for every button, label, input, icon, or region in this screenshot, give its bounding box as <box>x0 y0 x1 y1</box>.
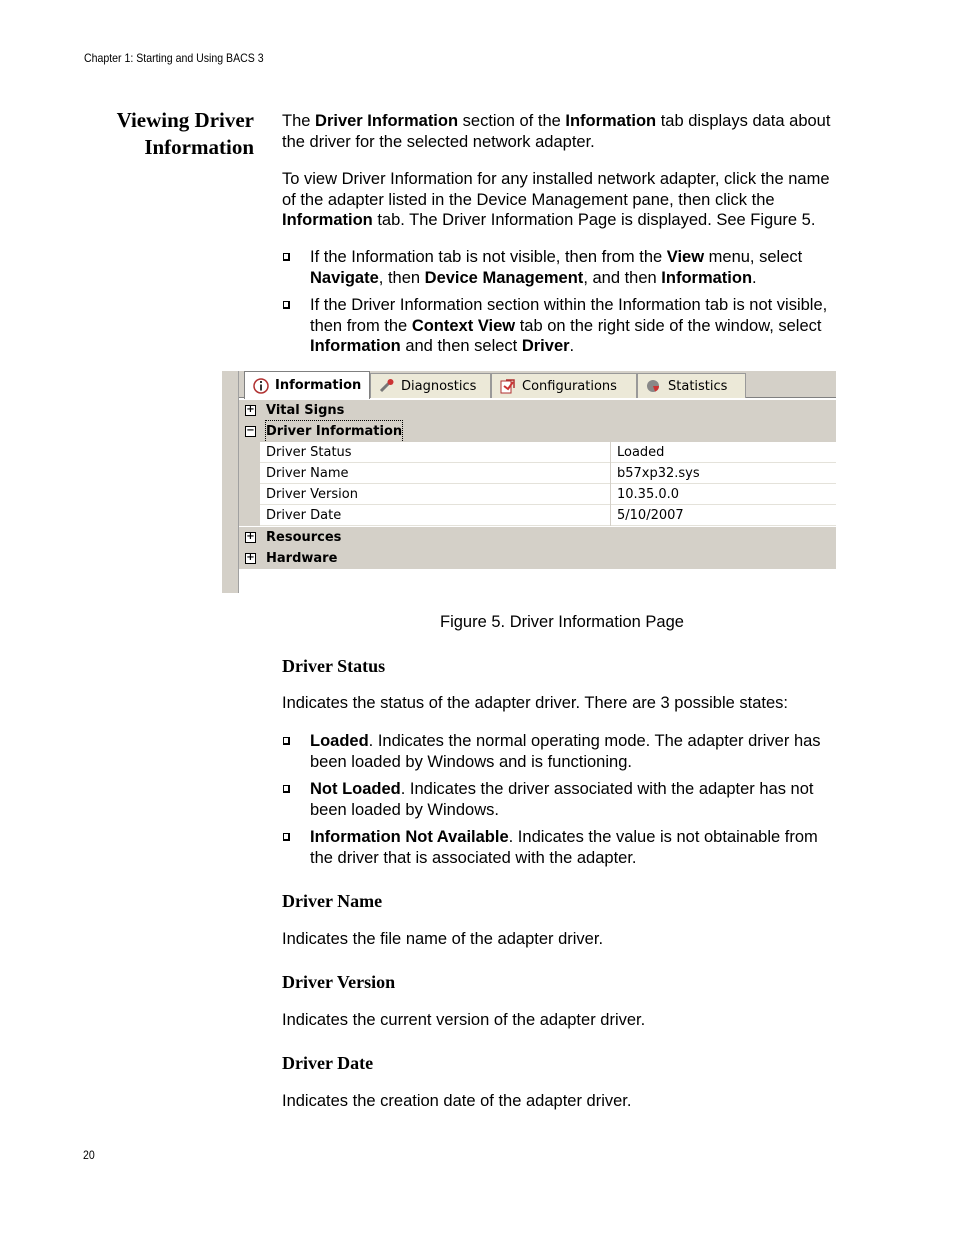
group-label: Vital Signs <box>266 403 345 418</box>
driver-version-text: Indicates the current version of the adapter driver. <box>282 1011 646 1029</box>
heading-driver-status: Driver Status <box>282 656 386 676</box>
page-number: 20 <box>83 1148 95 1162</box>
running-header: Chapter 1: Starting and Using BACS 3 <box>84 51 264 65</box>
group-label: Hardware <box>266 551 338 566</box>
expand-icon[interactable]: + <box>246 552 255 563</box>
configurations-icon <box>500 378 516 394</box>
heading-driver-version: Driver Version <box>282 972 396 992</box>
group-vital-signs[interactable] <box>239 400 836 421</box>
tab-information[interactable] <box>244 371 370 399</box>
bullet-box-icon <box>283 833 290 841</box>
property-name: Driver Version <box>266 487 358 502</box>
group-label: Resources <box>266 530 342 545</box>
driver-status-text: Indicates the status of the adapter driver. There are 3 possible states: <box>282 694 788 712</box>
driver-date-text: Indicates the creation date of the adapter driver. <box>282 1092 632 1110</box>
property-value: 5/10/2007 <box>617 508 684 523</box>
property-name: Driver Date <box>266 508 342 523</box>
steps-list <box>282 247 842 357</box>
state-text: Loaded. Indicates the normal operating mode. The adapter driver has been loaded by Windows and is functioning. <box>310 732 821 771</box>
list-item <box>282 731 842 772</box>
tree-gutter <box>222 371 239 593</box>
table-row <box>239 505 836 526</box>
property-value: b57xp32.sys <box>617 466 700 481</box>
tab-statistics[interactable] <box>637 373 746 398</box>
tab-label: Statistics <box>668 378 728 394</box>
info-icon <box>253 378 269 394</box>
state-text: Information Not Available. Indicates the value is not obtainable from the driver that is associated with the adapter. <box>310 828 818 867</box>
driver-states-list <box>282 731 842 868</box>
intro-paragraph-2: To view Driver Information for any installed network adapter, click the name of the adapter listed in the Device Management pane, then click the Information tab. The Driver Information Page is displayed. See Figure 5. <box>282 170 830 229</box>
heading-driver-name: Driver Name <box>282 891 383 911</box>
tab-label: Configurations <box>522 378 617 394</box>
list-item <box>282 779 842 820</box>
diagnostics-icon <box>379 378 395 394</box>
list-item <box>282 247 842 288</box>
group-hardware[interactable] <box>239 548 836 569</box>
tab-label: Diagnostics <box>401 378 477 394</box>
collapse-icon[interactable]: − <box>246 425 255 436</box>
list-item <box>282 827 842 868</box>
bullet-box-icon <box>283 737 290 745</box>
bullet-box-icon <box>283 253 290 261</box>
statistics-icon <box>646 378 662 394</box>
step-text: If the Driver Information section within the Information tab is not visible, then from the Context View tab on the right side of the window, select Information and then select Driver. <box>310 296 828 355</box>
bullet-box-icon <box>283 301 290 309</box>
figure-caption: Figure 5. Driver Information Page <box>440 613 684 631</box>
group-label: Driver Information <box>266 421 402 442</box>
section-title-line-1: Viewing Driver <box>116 108 254 132</box>
step-text: If the Information tab is not visible, then from the View menu, select Navigate, then Device Management, and then Information. <box>310 248 803 287</box>
expand-icon[interactable]: + <box>246 404 255 415</box>
property-name: Driver Name <box>266 466 349 481</box>
tab-bar <box>222 371 836 398</box>
driver-information-screenshot <box>222 371 836 593</box>
driver-name-text: Indicates the file name of the adapter driver. <box>282 930 604 948</box>
section-title <box>90 107 254 161</box>
list-item <box>282 295 842 357</box>
property-value: 10.35.0.0 <box>617 487 680 502</box>
state-text: Not Loaded. Indicates the driver associated with the adapter has not been loaded by Windows. <box>310 780 814 819</box>
intro-paragraph-1: The Driver Information section of the Information tab displays data about the driver for the selected network adapter. <box>282 112 831 151</box>
table-row <box>239 484 836 505</box>
table-row <box>239 463 836 484</box>
property-value: Loaded <box>617 445 665 460</box>
section-title-line-2: Information <box>144 135 254 159</box>
expand-icon[interactable]: + <box>246 531 255 542</box>
group-resources[interactable] <box>239 527 836 548</box>
table-row <box>239 442 836 463</box>
heading-driver-date: Driver Date <box>282 1053 374 1073</box>
property-name: Driver Status <box>266 445 352 460</box>
bullet-box-icon <box>283 785 290 793</box>
tab-configurations[interactable] <box>491 373 637 398</box>
tab-label: Information <box>275 378 362 393</box>
group-driver-information[interactable] <box>239 421 836 442</box>
tab-diagnostics[interactable] <box>370 373 491 398</box>
